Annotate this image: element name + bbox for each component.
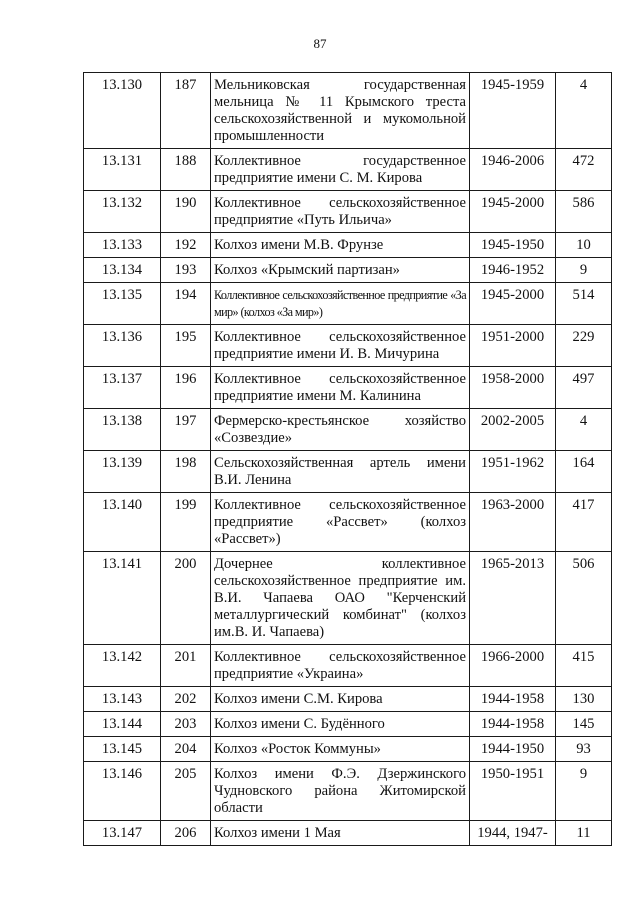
item-count-cell: 506 (556, 552, 612, 645)
fund-number-cell: 206 (161, 821, 211, 846)
fund-number-cell: 196 (161, 367, 211, 409)
fund-name-cell: Колхоз «Росток Коммуны» (211, 737, 470, 762)
table-row (84, 367, 612, 409)
table-row (84, 409, 612, 451)
fund-number-cell: 199 (161, 493, 211, 552)
item-count-cell: 164 (556, 451, 612, 493)
table-row (84, 821, 612, 846)
fund-number-cell: 193 (161, 258, 211, 283)
fund-registry-table (83, 72, 612, 846)
item-count-cell: 586 (556, 191, 612, 233)
fund-name-cell: Колхоз имени 1 Мая (211, 821, 470, 846)
inventory-code-cell: 13.144 (84, 712, 161, 737)
fund-number-cell: 201 (161, 645, 211, 687)
item-count-cell: 9 (556, 258, 612, 283)
item-count-cell: 4 (556, 73, 612, 149)
table-row (84, 737, 612, 762)
inventory-code-cell: 13.135 (84, 283, 161, 325)
item-count-cell: 9 (556, 762, 612, 821)
fund-name-cell: Фермерско-крестьянское хозяйство «Созвездие» (211, 409, 470, 451)
item-count-cell: 497 (556, 367, 612, 409)
date-range-cell: 1946-1952 (470, 258, 556, 283)
item-count-cell: 93 (556, 737, 612, 762)
inventory-code-cell: 13.130 (84, 73, 161, 149)
date-range-cell: 1951-2000 (470, 325, 556, 367)
item-count-cell: 514 (556, 283, 612, 325)
fund-name-cell: Коллективное сельскохозяйственное предприятие «За мир» (колхоз «За мир») (211, 283, 470, 325)
fund-name-cell: Колхоз имени Ф.Э. Дзержинского Чудновского района Житомирской области (211, 762, 470, 821)
fund-name-cell: Мельниковская государственная мельница № 11 Крымского треста сельскохозяйственной и мукомольной промышленности (211, 73, 470, 149)
inventory-code-cell: 13.146 (84, 762, 161, 821)
fund-name-cell: Колхоз имени С.М. Кирова (211, 687, 470, 712)
date-range-cell: 2002-2005 (470, 409, 556, 451)
date-range-cell: 1944, 1947- (470, 821, 556, 846)
item-count-cell: 472 (556, 149, 612, 191)
table-row (84, 325, 612, 367)
item-count-cell: 229 (556, 325, 612, 367)
table-row (84, 233, 612, 258)
inventory-code-cell: 13.142 (84, 645, 161, 687)
fund-name-cell: Колхоз имени М.В. Фрунзе (211, 233, 470, 258)
date-range-cell: 1965-2013 (470, 552, 556, 645)
fund-number-cell: 188 (161, 149, 211, 191)
item-count-cell: 4 (556, 409, 612, 451)
date-range-cell: 1944-1958 (470, 687, 556, 712)
fund-name-cell: Сельскохозяйственная артель имени В.И. Ленина (211, 451, 470, 493)
table-row (84, 191, 612, 233)
date-range-cell: 1966-2000 (470, 645, 556, 687)
date-range-cell: 1945-2000 (470, 283, 556, 325)
fund-number-cell: 195 (161, 325, 211, 367)
fund-number-cell: 197 (161, 409, 211, 451)
table-row (84, 283, 612, 325)
item-count-cell: 11 (556, 821, 612, 846)
inventory-code-cell: 13.134 (84, 258, 161, 283)
fund-name-cell: Коллективное сельскохозяйственное предприятие «Украина» (211, 645, 470, 687)
item-count-cell: 10 (556, 233, 612, 258)
table-row (84, 149, 612, 191)
fund-name-cell: Дочернее коллективное сельскохозяйственное предприятие им. В.И. Чапаева ОАО "Керченский металлургический комбинат" (колхоз им.В. И. Чапаева) (211, 552, 470, 645)
date-range-cell: 1945-1950 (470, 233, 556, 258)
table-row (84, 552, 612, 645)
fund-name-cell: Коллективное сельскохозяйственное предприятие имени И. В. Мичурина (211, 325, 470, 367)
inventory-code-cell: 13.133 (84, 233, 161, 258)
fund-name-cell: Колхоз имени С. Будённого (211, 712, 470, 737)
fund-number-cell: 204 (161, 737, 211, 762)
fund-number-cell: 187 (161, 73, 211, 149)
table-row (84, 493, 612, 552)
item-count-cell: 130 (556, 687, 612, 712)
inventory-code-cell: 13.139 (84, 451, 161, 493)
date-range-cell: 1946-2006 (470, 149, 556, 191)
date-range-cell: 1951-1962 (470, 451, 556, 493)
inventory-code-cell: 13.145 (84, 737, 161, 762)
fund-number-cell: 202 (161, 687, 211, 712)
inventory-code-cell: 13.137 (84, 367, 161, 409)
date-range-cell: 1945-2000 (470, 191, 556, 233)
fund-number-cell: 190 (161, 191, 211, 233)
fund-number-cell: 205 (161, 762, 211, 821)
item-count-cell: 415 (556, 645, 612, 687)
fund-name-cell: Колхоз «Крымский партизан» (211, 258, 470, 283)
inventory-code-cell: 13.138 (84, 409, 161, 451)
table-row (84, 73, 612, 149)
date-range-cell: 1944-1950 (470, 737, 556, 762)
table-row (84, 762, 612, 821)
fund-number-cell: 192 (161, 233, 211, 258)
table-row (84, 712, 612, 737)
registry-table-body (84, 73, 612, 846)
date-range-cell: 1944-1958 (470, 712, 556, 737)
inventory-code-cell: 13.140 (84, 493, 161, 552)
item-count-cell: 145 (556, 712, 612, 737)
table-row (84, 451, 612, 493)
fund-name-cell: Коллективное сельскохозяйственное предприятие «Путь Ильича» (211, 191, 470, 233)
inventory-code-cell: 13.143 (84, 687, 161, 712)
table-row (84, 258, 612, 283)
inventory-code-cell: 13.131 (84, 149, 161, 191)
inventory-code-cell: 13.147 (84, 821, 161, 846)
inventory-code-cell: 13.136 (84, 325, 161, 367)
inventory-code-cell: 13.141 (84, 552, 161, 645)
fund-name-cell: Коллективное государственное предприятие имени С. М. Кирова (211, 149, 470, 191)
date-range-cell: 1963-2000 (470, 493, 556, 552)
inventory-code-cell: 13.132 (84, 191, 161, 233)
date-range-cell: 1958-2000 (470, 367, 556, 409)
fund-name-cell: Коллективное сельскохозяйственное предприятие имени М. Калинина (211, 367, 470, 409)
fund-number-cell: 198 (161, 451, 211, 493)
table-row (84, 645, 612, 687)
table-row (84, 687, 612, 712)
fund-number-cell: 200 (161, 552, 211, 645)
date-range-cell: 1950-1951 (470, 762, 556, 821)
fund-name-cell: Коллективное сельскохозяйственное предприятие «Рассвет» (колхоз «Рассвет») (211, 493, 470, 552)
fund-number-cell: 203 (161, 712, 211, 737)
item-count-cell: 417 (556, 493, 612, 552)
date-range-cell: 1945-1959 (470, 73, 556, 149)
fund-number-cell: 194 (161, 283, 211, 325)
page-number: 87 (313, 36, 327, 51)
